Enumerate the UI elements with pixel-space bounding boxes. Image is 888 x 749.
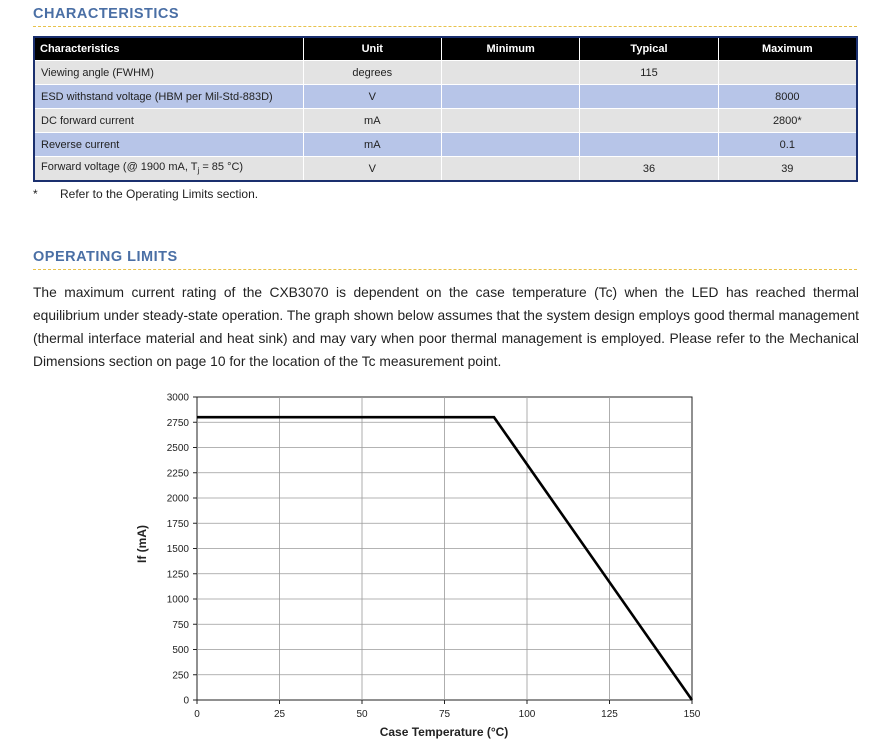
x-tick-label: 100 <box>518 709 536 720</box>
y-tick-label: 3000 <box>166 392 189 404</box>
y-tick-label: 250 <box>172 670 189 682</box>
characteristics-heading: CHARACTERISTICS <box>33 6 180 22</box>
header-minimum: Minimum <box>441 37 579 61</box>
y-tick-label: 2250 <box>166 468 189 480</box>
header-unit: Unit <box>303 37 441 61</box>
header-typical: Typical <box>580 37 718 61</box>
y-axis-label: If (mA) <box>135 525 149 563</box>
row-max: 8000 <box>718 85 857 109</box>
x-tick-label: 125 <box>601 709 618 720</box>
row-typ: 36 <box>580 157 718 182</box>
x-tick-label: 150 <box>683 709 701 720</box>
row-name-suffix: = 85 °C) <box>199 161 244 174</box>
y-tick-label: 1000 <box>166 594 189 606</box>
row-max: 2800* <box>718 109 857 133</box>
y-tick-label: 750 <box>172 619 189 631</box>
row-name-subscript: j <box>197 166 200 176</box>
header-characteristics: Characteristics <box>34 37 303 61</box>
operating-limits-paragraph: The maximum current rating of the CXB3070 is dependent on the case temperature (Tc) when the LED has reached thermal equilibrium under steady-state operation. The graph shown below assumes that the system design employs good thermal management (thermal interface material and heat sink) and may vary when poor thermal management is employed. Please refer to the Mechanical Dimensions section on page 10 for the location of the Tc measurement point. <box>33 285 859 369</box>
row-max: 39 <box>718 157 857 182</box>
header-maximum: Maximum <box>718 37 857 61</box>
row-unit: mA <box>303 133 441 157</box>
row-name: DC forward current <box>34 109 303 133</box>
y-tick-label: 1500 <box>166 544 189 555</box>
row-name: Viewing angle (FWHM) <box>34 61 303 85</box>
y-tick-label: 1250 <box>166 569 189 581</box>
y-tick-label: 2000 <box>166 493 189 505</box>
row-typ: 115 <box>580 61 718 85</box>
row-unit: V <box>303 85 441 109</box>
row-name: ESD withstand voltage (HBM per Mil-Std-883D) <box>34 85 303 109</box>
row-max: 0.1 <box>718 133 857 157</box>
y-axis-ticks <box>167 393 197 707</box>
row-name-prefix: Forward voltage (@ 1900 mA, T <box>41 161 198 174</box>
row-unit: degrees <box>303 61 441 85</box>
y-tick-label: 0 <box>183 695 189 707</box>
footnote-mark: * <box>33 187 38 201</box>
y-tick-label: 2500 <box>166 443 189 454</box>
x-tick-label: 50 <box>356 709 368 720</box>
x-tick-label: 75 <box>438 709 451 720</box>
x-tick-label: 0 <box>194 709 200 720</box>
row-name: Reverse current <box>34 133 303 157</box>
y-tick-label: 1750 <box>166 518 189 530</box>
footnote-text: Refer to the Operating Limits section. <box>60 187 259 201</box>
y-tick-label: 500 <box>172 645 189 656</box>
y-tick-label: 2750 <box>166 417 189 429</box>
x-axis-ticks <box>194 700 701 720</box>
row-unit: V <box>303 157 441 182</box>
row-unit: mA <box>303 109 441 133</box>
x-tick-label: 25 <box>273 709 286 720</box>
operating-limits-heading: OPERATING LIMITS <box>33 249 178 265</box>
chart-grid <box>197 397 692 700</box>
x-axis-label: Case Temperature (°C) <box>379 725 509 739</box>
